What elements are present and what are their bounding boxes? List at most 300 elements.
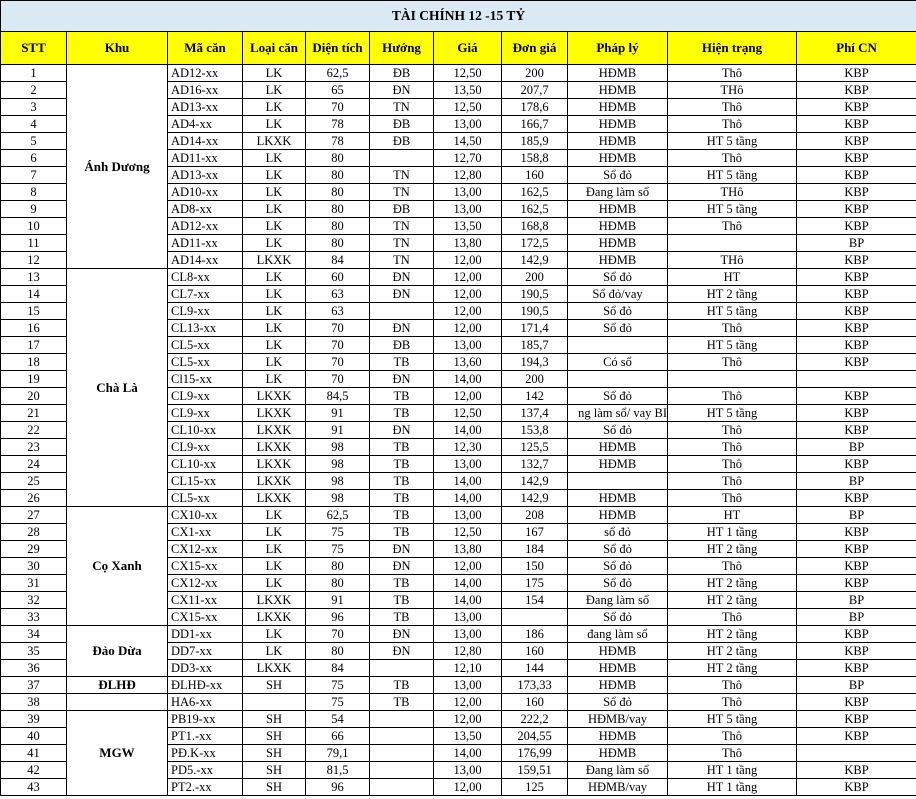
cell-gia: 14,00 xyxy=(434,473,502,490)
cell-loai-can: LK xyxy=(243,184,306,201)
cell-loai-can: LK xyxy=(243,303,306,320)
cell-stt: 27 xyxy=(1,507,67,524)
cell-loai-can: LKXK xyxy=(243,439,306,456)
cell-loai-can: LK xyxy=(243,201,306,218)
cell-phap-ly: HĐMB xyxy=(568,643,668,660)
cell-phap-ly: HĐMB xyxy=(568,507,668,524)
cell-huong: TN xyxy=(370,167,434,184)
cell-huong: TB xyxy=(370,592,434,609)
cell-don-gia: 150 xyxy=(502,558,568,575)
cell-don-gia: 204,55 xyxy=(502,728,568,745)
cell-loai-can: LKXK xyxy=(243,388,306,405)
cell-dien-tich: 70 xyxy=(306,354,370,371)
cell-khu xyxy=(67,694,168,711)
cell-phi-cn: KBP xyxy=(797,558,916,575)
cell-huong: ĐB xyxy=(370,116,434,133)
cell-phap-ly: Sổ đỏ xyxy=(568,694,668,711)
cell-dien-tich: 70 xyxy=(306,626,370,643)
cell-phi-cn: BP xyxy=(797,439,916,456)
cell-gia: 12,50 xyxy=(434,524,502,541)
cell-loai-can: LK xyxy=(243,269,306,286)
cell-stt: 4 xyxy=(1,116,67,133)
cell-phap-ly: HĐMB xyxy=(568,150,668,167)
cell-dien-tich: 80 xyxy=(306,218,370,235)
cell-phap-ly: Sổ đỏ xyxy=(568,167,668,184)
cell-gia: 13,80 xyxy=(434,235,502,252)
cell-don-gia: 168,8 xyxy=(502,218,568,235)
cell-gia: 12,00 xyxy=(434,320,502,337)
cell-don-gia: 159,51 xyxy=(502,762,568,779)
cell-huong: ĐB xyxy=(370,65,434,82)
cell-stt: 39 xyxy=(1,711,67,728)
cell-gia: 12,70 xyxy=(434,150,502,167)
cell-phi-cn: KBP xyxy=(797,456,916,473)
cell-huong: ĐN xyxy=(370,371,434,388)
cell-loai-can: LK xyxy=(243,218,306,235)
cell-hien-trang: Thô xyxy=(668,116,797,133)
cell-phap-ly: Sổ đỏ xyxy=(568,558,668,575)
cell-stt: 10 xyxy=(1,218,67,235)
cell-dien-tich: 63 xyxy=(306,286,370,303)
cell-phap-ly xyxy=(568,473,668,490)
cell-don-gia: 178,6 xyxy=(502,99,568,116)
cell-huong: TB xyxy=(370,609,434,626)
cell-huong: TB xyxy=(370,507,434,524)
cell-gia: 14,00 xyxy=(434,592,502,609)
cell-phi-cn: KBP xyxy=(797,354,916,371)
cell-phap-ly: HĐMB xyxy=(568,99,668,116)
cell-ma-can: AD8-xx xyxy=(168,201,243,218)
cell-gia: 13,00 xyxy=(434,677,502,694)
cell-phap-ly: HĐMB xyxy=(568,116,668,133)
cell-stt: 23 xyxy=(1,439,67,456)
cell-stt: 28 xyxy=(1,524,67,541)
cell-phi-cn: KBP xyxy=(797,728,916,745)
cell-dien-tich: 80 xyxy=(306,558,370,575)
cell-hien-trang: Thô xyxy=(668,218,797,235)
cell-phi-cn: KBP xyxy=(797,269,916,286)
cell-dien-tich: 78 xyxy=(306,116,370,133)
cell-loai-can: LK xyxy=(243,286,306,303)
cell-ma-can: AD16-xx xyxy=(168,82,243,99)
cell-loai-can: LK xyxy=(243,354,306,371)
cell-don-gia: 142,9 xyxy=(502,252,568,269)
cell-gia: 12,00 xyxy=(434,558,502,575)
table-row xyxy=(1,677,916,694)
cell-phi-cn: KBP xyxy=(797,660,916,677)
cell-ma-can: AD14-xx xyxy=(168,133,243,150)
cell-hien-trang: Thô xyxy=(668,65,797,82)
cell-huong: ĐN xyxy=(370,320,434,337)
cell-phap-ly: Sổ đỏ xyxy=(568,541,668,558)
cell-huong: ĐN xyxy=(370,422,434,439)
cell-hien-trang: HT 2 tầng xyxy=(668,643,797,660)
cell-gia: 12,50 xyxy=(434,99,502,116)
cell-phi-cn: KBP xyxy=(797,184,916,201)
cell-dien-tich: 80 xyxy=(306,575,370,592)
cell-hien-trang: Thô xyxy=(668,388,797,405)
cell-stt: 36 xyxy=(1,660,67,677)
cell-dien-tich: 91 xyxy=(306,592,370,609)
cell-ma-can: PT2.-xx xyxy=(168,779,243,796)
cell-phap-ly: Sổ đỏ/vay xyxy=(568,286,668,303)
cell-don-gia: 162,5 xyxy=(502,184,568,201)
table-row xyxy=(1,269,916,286)
cell-loai-can: SH xyxy=(243,779,306,796)
cell-phap-ly: HĐMB xyxy=(568,660,668,677)
cell-don-gia: 142,9 xyxy=(502,490,568,507)
cell-hien-trang: Thô xyxy=(668,677,797,694)
cell-dien-tich: 80 xyxy=(306,167,370,184)
cell-dien-tich: 63 xyxy=(306,303,370,320)
cell-loai-can: LK xyxy=(243,167,306,184)
cell-gia: 12,00 xyxy=(434,252,502,269)
header-dien-tich: Diện tích xyxy=(306,32,370,65)
header-gia: Giá xyxy=(434,32,502,65)
cell-gia: 12,00 xyxy=(434,303,502,320)
cell-hien-trang: HT 2 tầng xyxy=(668,286,797,303)
cell-phap-ly: Sổ đỏ xyxy=(568,320,668,337)
cell-don-gia: 200 xyxy=(502,371,568,388)
cell-hien-trang: THô xyxy=(668,82,797,99)
cell-stt: 7 xyxy=(1,167,67,184)
cell-stt: 40 xyxy=(1,728,67,745)
cell-gia: 13,00 xyxy=(434,609,502,626)
cell-stt: 14 xyxy=(1,286,67,303)
cell-dien-tich: 75 xyxy=(306,694,370,711)
cell-hien-trang: HT xyxy=(668,269,797,286)
cell-gia: 13,50 xyxy=(434,218,502,235)
cell-gia: 13,00 xyxy=(434,507,502,524)
cell-ma-can: AD12-xx xyxy=(168,65,243,82)
cell-stt: 1 xyxy=(1,65,67,82)
cell-huong: TN xyxy=(370,184,434,201)
cell-huong xyxy=(370,150,434,167)
cell-gia: 12,50 xyxy=(434,405,502,422)
cell-loai-can: LK xyxy=(243,643,306,660)
cell-phi-cn: KBP xyxy=(797,218,916,235)
cell-gia: 12,00 xyxy=(434,779,502,796)
cell-stt: 26 xyxy=(1,490,67,507)
cell-ma-can: CL10-xx xyxy=(168,456,243,473)
cell-stt: 15 xyxy=(1,303,67,320)
cell-loai-can xyxy=(243,694,306,711)
cell-stt: 34 xyxy=(1,626,67,643)
cell-khu: Chà Là xyxy=(67,269,168,507)
cell-loai-can: LK xyxy=(243,575,306,592)
cell-huong xyxy=(370,779,434,796)
cell-don-gia: 208 xyxy=(502,507,568,524)
cell-gia: 14,50 xyxy=(434,133,502,150)
cell-phi-cn: KBP xyxy=(797,337,916,354)
cell-hien-trang: Thô xyxy=(668,354,797,371)
cell-phi-cn: BP xyxy=(797,235,916,252)
cell-phap-ly: HĐMB xyxy=(568,745,668,762)
cell-phi-cn: KBP xyxy=(797,694,916,711)
cell-don-gia: 172,5 xyxy=(502,235,568,252)
cell-don-gia: 132,7 xyxy=(502,456,568,473)
cell-loai-can: LKXK xyxy=(243,133,306,150)
cell-hien-trang: HT 1 tầng xyxy=(668,762,797,779)
cell-stt: 37 xyxy=(1,677,67,694)
cell-huong: ĐN xyxy=(370,269,434,286)
cell-phap-ly: sổ đỏ xyxy=(568,524,668,541)
cell-ma-can: DD3-xx xyxy=(168,660,243,677)
cell-huong: TB xyxy=(370,439,434,456)
cell-phap-ly: HĐMB xyxy=(568,82,668,99)
cell-phap-ly: Sổ đỏ xyxy=(568,269,668,286)
cell-stt: 18 xyxy=(1,354,67,371)
cell-gia: 12,30 xyxy=(434,439,502,456)
cell-dien-tich: 65 xyxy=(306,82,370,99)
cell-hien-trang: Thô xyxy=(668,728,797,745)
cell-stt: 32 xyxy=(1,592,67,609)
cell-don-gia xyxy=(502,609,568,626)
cell-phap-ly: Sổ đỏ xyxy=(568,303,668,320)
cell-don-gia: 171,4 xyxy=(502,320,568,337)
table-title: TÀI CHÍNH 12 -15 TỶ xyxy=(1,1,916,32)
cell-dien-tich: 79,1 xyxy=(306,745,370,762)
cell-dien-tich: 80 xyxy=(306,201,370,218)
cell-ma-can: CX1-xx xyxy=(168,524,243,541)
cell-phi-cn: KBP xyxy=(797,422,916,439)
cell-ma-can: Cl15-xx xyxy=(168,371,243,388)
cell-dien-tich: 96 xyxy=(306,779,370,796)
cell-phap-ly: HĐMB xyxy=(568,728,668,745)
cell-huong: ĐN xyxy=(370,286,434,303)
cell-loai-can: LK xyxy=(243,116,306,133)
cell-don-gia: 185,7 xyxy=(502,337,568,354)
cell-loai-can: LKXK xyxy=(243,660,306,677)
cell-phi-cn: BP xyxy=(797,507,916,524)
cell-stt: 5 xyxy=(1,133,67,150)
cell-hien-trang: Thô xyxy=(668,609,797,626)
cell-gia: 13,60 xyxy=(434,354,502,371)
cell-don-gia: 173,33 xyxy=(502,677,568,694)
cell-ma-can: AD13-xx xyxy=(168,167,243,184)
cell-gia: 12,80 xyxy=(434,167,502,184)
cell-hien-trang: HT 1 tầng xyxy=(668,779,797,796)
cell-hien-trang: HT 2 tầng xyxy=(668,626,797,643)
cell-khu: Cọ Xanh xyxy=(67,507,168,626)
cell-ma-can: CL5-xx xyxy=(168,337,243,354)
header-huong: Hướng xyxy=(370,32,434,65)
cell-don-gia: 186 xyxy=(502,626,568,643)
cell-ma-can: HA6-xx xyxy=(168,694,243,711)
cell-dien-tich: 98 xyxy=(306,456,370,473)
cell-don-gia: 222,2 xyxy=(502,711,568,728)
cell-huong: TB xyxy=(370,694,434,711)
cell-phap-ly: Đang làm sổ xyxy=(568,762,668,779)
cell-don-gia: 125,5 xyxy=(502,439,568,456)
cell-phi-cn: BP xyxy=(797,609,916,626)
cell-gia: 13,00 xyxy=(434,762,502,779)
cell-stt: 25 xyxy=(1,473,67,490)
cell-phi-cn: KBP xyxy=(797,524,916,541)
cell-huong xyxy=(370,728,434,745)
cell-loai-can: LKXK xyxy=(243,473,306,490)
cell-phap-ly: HĐMB xyxy=(568,133,668,150)
cell-stt: 17 xyxy=(1,337,67,354)
cell-phi-cn: KBP xyxy=(797,320,916,337)
cell-huong: ĐN xyxy=(370,643,434,660)
cell-phap-ly: Sổ đỏ xyxy=(568,609,668,626)
cell-phi-cn xyxy=(797,745,916,762)
cell-hien-trang: Thô xyxy=(668,456,797,473)
cell-huong: TB xyxy=(370,473,434,490)
cell-dien-tich: 70 xyxy=(306,371,370,388)
cell-huong: TB xyxy=(370,677,434,694)
cell-phi-cn: BP xyxy=(797,677,916,694)
table-row xyxy=(1,694,916,711)
cell-phi-cn: KBP xyxy=(797,150,916,167)
cell-huong: ĐB xyxy=(370,201,434,218)
cell-gia: 14,00 xyxy=(434,745,502,762)
cell-dien-tich: 80 xyxy=(306,643,370,660)
cell-stt: 24 xyxy=(1,456,67,473)
cell-don-gia: 160 xyxy=(502,694,568,711)
cell-phap-ly: HĐMB xyxy=(568,490,668,507)
header-khu: Khu xyxy=(67,32,168,65)
cell-dien-tich: 80 xyxy=(306,235,370,252)
cell-phap-ly: HĐMB xyxy=(568,65,668,82)
cell-gia: 13,00 xyxy=(434,184,502,201)
cell-huong: TN xyxy=(370,99,434,116)
cell-dien-tich: 54 xyxy=(306,711,370,728)
cell-hien-trang xyxy=(668,371,797,388)
cell-don-gia: 160 xyxy=(502,643,568,660)
cell-huong: ĐN xyxy=(370,558,434,575)
table-row xyxy=(1,65,916,82)
cell-ma-can: CL8-xx xyxy=(168,269,243,286)
cell-dien-tich: 70 xyxy=(306,320,370,337)
cell-phi-cn: KBP xyxy=(797,643,916,660)
cell-ma-can: CL13-xx xyxy=(168,320,243,337)
cell-gia: 13,00 xyxy=(434,337,502,354)
cell-phi-cn: KBP xyxy=(797,405,916,422)
table-body xyxy=(1,65,916,796)
cell-gia: 13,00 xyxy=(434,201,502,218)
cell-ma-can: CL9-xx xyxy=(168,388,243,405)
cell-ma-can: CL15-xx xyxy=(168,473,243,490)
cell-ma-can: AD11-xx xyxy=(168,235,243,252)
cell-ma-can: PT1.-xx xyxy=(168,728,243,745)
cell-ma-can: AD12-xx xyxy=(168,218,243,235)
cell-don-gia: 200 xyxy=(502,269,568,286)
header-stt: STT xyxy=(1,32,67,65)
cell-hien-trang: Thô xyxy=(668,745,797,762)
cell-don-gia: 160 xyxy=(502,167,568,184)
cell-hien-trang: Thô xyxy=(668,320,797,337)
cell-don-gia: 207,7 xyxy=(502,82,568,99)
cell-gia: 12,80 xyxy=(434,643,502,660)
cell-don-gia: 190,5 xyxy=(502,286,568,303)
cell-ma-can: PD5.-xx xyxy=(168,762,243,779)
cell-phap-ly xyxy=(568,371,668,388)
cell-dien-tich: 96 xyxy=(306,609,370,626)
cell-ma-can: PB19-xx xyxy=(168,711,243,728)
cell-gia: 12,00 xyxy=(434,694,502,711)
cell-ma-can: CX15-xx xyxy=(168,609,243,626)
cell-loai-can: SH xyxy=(243,728,306,745)
cell-dien-tich: 60 xyxy=(306,269,370,286)
cell-dien-tich: 70 xyxy=(306,337,370,354)
table-row xyxy=(1,507,916,524)
cell-stt: 3 xyxy=(1,99,67,116)
cell-loai-can: LK xyxy=(243,541,306,558)
cell-phap-ly: đang làm sổ xyxy=(568,626,668,643)
cell-ma-can: CL5-xx xyxy=(168,354,243,371)
cell-huong: ĐB xyxy=(370,337,434,354)
cell-loai-can: LK xyxy=(243,626,306,643)
cell-hien-trang: HT 1 tầng xyxy=(668,524,797,541)
cell-don-gia: 144 xyxy=(502,660,568,677)
cell-stt: 21 xyxy=(1,405,67,422)
cell-ma-can: CX15-xx xyxy=(168,558,243,575)
cell-phi-cn: KBP xyxy=(797,711,916,728)
cell-loai-can: LK xyxy=(243,337,306,354)
cell-dien-tich: 62,5 xyxy=(306,507,370,524)
cell-huong: TN xyxy=(370,218,434,235)
cell-phap-ly: HĐMB xyxy=(568,218,668,235)
cell-phi-cn: KBP xyxy=(797,779,916,796)
cell-ma-can: AD13-xx xyxy=(168,99,243,116)
cell-ma-can: CL7-xx xyxy=(168,286,243,303)
cell-huong: ĐN xyxy=(370,626,434,643)
cell-huong: TN xyxy=(370,252,434,269)
cell-phap-ly: Đang làm sổ xyxy=(568,184,668,201)
cell-huong: TB xyxy=(370,575,434,592)
table-row xyxy=(1,711,916,728)
header-loai-can: Loại căn xyxy=(243,32,306,65)
header-phap-ly: Pháp lý xyxy=(568,32,668,65)
cell-phap-ly: Đang làm sổ xyxy=(568,592,668,609)
cell-don-gia: 142 xyxy=(502,388,568,405)
cell-phap-ly: HĐMB xyxy=(568,252,668,269)
cell-dien-tich: 84,5 xyxy=(306,388,370,405)
cell-hien-trang: HT 2 tầng xyxy=(668,592,797,609)
cell-don-gia: 185,9 xyxy=(502,133,568,150)
cell-huong xyxy=(370,745,434,762)
cell-gia: 12,00 xyxy=(434,286,502,303)
cell-phap-ly: HĐMB xyxy=(568,439,668,456)
cell-loai-can: LKXK xyxy=(243,490,306,507)
cell-ma-can: CX11-xx xyxy=(168,592,243,609)
cell-gia: 13,50 xyxy=(434,728,502,745)
cell-huong: TB xyxy=(370,456,434,473)
cell-phap-ly: HĐMB xyxy=(568,201,668,218)
cell-hien-trang: HT 5 tầng xyxy=(668,167,797,184)
cell-don-gia: 200 xyxy=(502,65,568,82)
cell-phi-cn: KBP xyxy=(797,626,916,643)
cell-loai-can: LKXK xyxy=(243,422,306,439)
cell-phap-ly: Có sổ xyxy=(568,354,668,371)
cell-hien-trang: HT 5 tầng xyxy=(668,303,797,320)
cell-huong: ĐN xyxy=(370,541,434,558)
cell-stt: 33 xyxy=(1,609,67,626)
cell-huong: TN xyxy=(370,235,434,252)
cell-hien-trang: HT 2 tầng xyxy=(668,660,797,677)
cell-stt: 20 xyxy=(1,388,67,405)
cell-gia: 12,00 xyxy=(434,711,502,728)
cell-hien-trang: THô xyxy=(668,184,797,201)
cell-loai-can: LKXK xyxy=(243,592,306,609)
cell-huong: TB xyxy=(370,388,434,405)
cell-stt: 6 xyxy=(1,150,67,167)
cell-don-gia: 167 xyxy=(502,524,568,541)
cell-dien-tich: 91 xyxy=(306,422,370,439)
cell-phi-cn: KBP xyxy=(797,167,916,184)
